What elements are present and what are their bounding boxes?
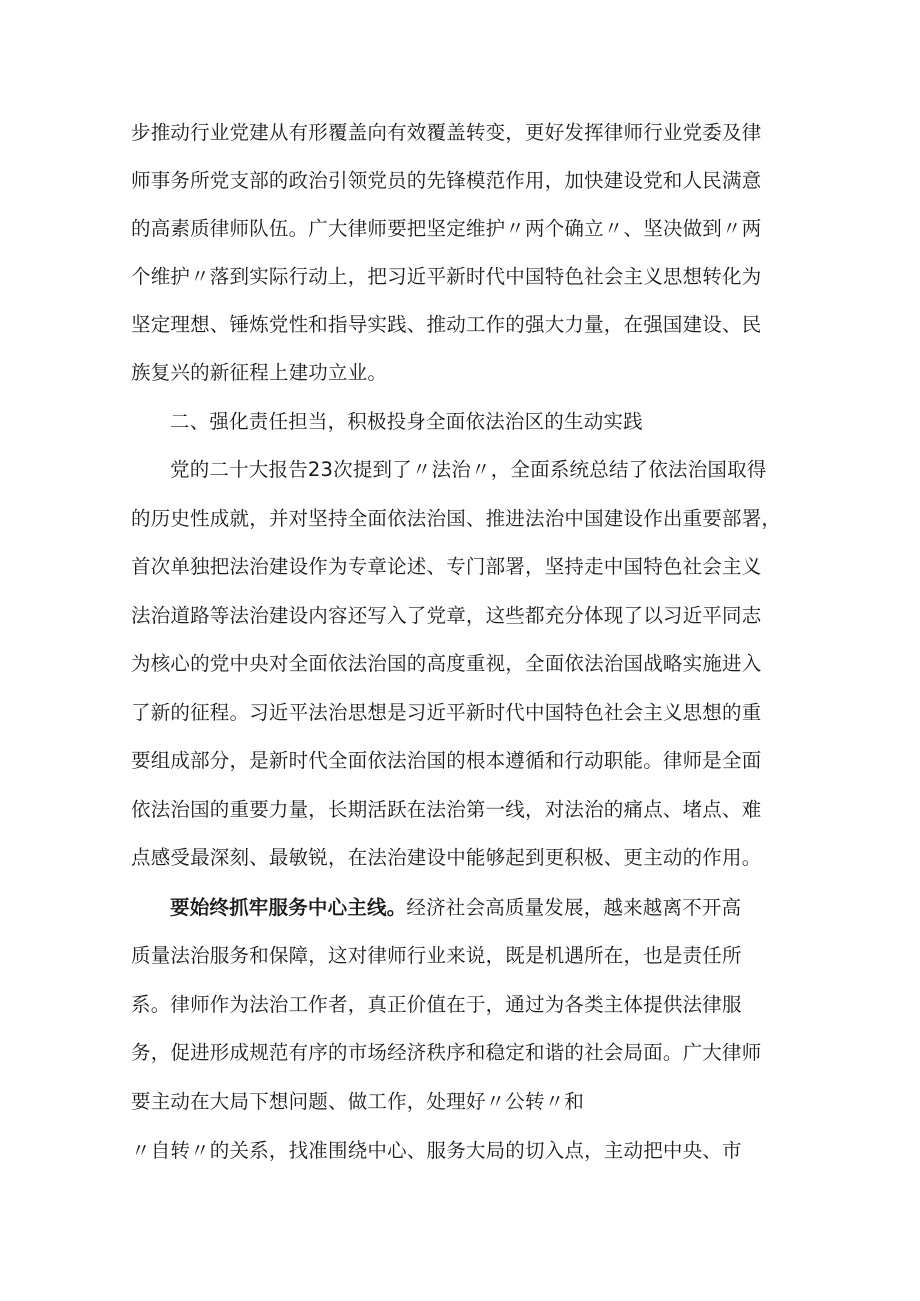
paragraph-3-line-5: 要主动在大局下想问题、做工作，处理好〃公转〃和	[131, 1090, 585, 1113]
paragraph-2-line-6: 了新的征程。习近平法治思想是习近平新时代中国特色社会主义思想的重	[131, 701, 762, 724]
paragraph-3-line-4: 务，促进形成规范有序的市场经济秩序和稳定和谐的社会局面。广大律师	[131, 1041, 762, 1064]
paragraph-1-line-5: 坚定理想、锤炼党性和指导实践、推动工作的强大力量，在强国建设、民	[131, 313, 762, 336]
paragraph-2-line-2: 的历史性成就，并对坚持全面依法治国、推进法治中国建设作出重要部署，	[131, 507, 782, 530]
paragraph-2-line-8: 依法治国的重要力量，长期活跃在法治第一线，对法治的痛点、堵点、难	[131, 798, 762, 821]
paragraph-3-line-1	[170, 896, 741, 920]
paragraph-3-line-3: 系。律师作为法治工作者，真正价值在于，通过为各类主体提供法律服	[131, 993, 742, 1016]
paragraph-1-line-4: 个维护〃落到实际行动上，把习近平新时代中国特色社会主义思想转化为	[131, 265, 762, 288]
paragraph-3-line-2: 质量法治服务和保障，这对律师行业来说，既是机遇所在，也是责任所	[131, 944, 742, 967]
paragraph-1-line-3: 的高素质律师队伍。广大律师要把坚定维护〃两个确立〃、坚决做到〃两	[131, 217, 762, 240]
paragraph-3-bold-lead: 要始终抓牢服务中心主线。	[170, 896, 407, 919]
paragraph-1-line-6: 族复兴的新征程上建功立业。	[131, 361, 388, 384]
paragraph-3-line-1-rest: 经济社会高质量发展，越来越离不开高	[406, 896, 742, 919]
paragraph-2-line-5: 为核心的党中央对全面依法治国的高度重视，全面依法治国战略实施进入	[131, 652, 762, 675]
paragraph-1-line-2: 师事务所党支部的政治引领党员的先锋模范作用，加快建设党和人民满意	[131, 169, 762, 192]
paragraph-2-line-4: 法治道路等法治建设内容还写入了党章，这些都充分体现了以习近平同志	[131, 604, 762, 627]
paragraph-2-line-7: 要组成部分，是新时代全面依法治国的根本遵循和行动职能。律师是全面	[131, 749, 762, 772]
paragraph-3-line-6: 〃自转〃的关系，找准围绕中心、服务大局的切入点，主动把中央、市	[131, 1139, 742, 1162]
paragraph-2-line-3: 首次单独把法治建设作为专章论述、专门部署，坚持走中国特色社会主义	[131, 555, 762, 578]
paragraph-1-line-1: 步推动行业党建从有形覆盖向有效覆盖转变，更好发挥律师行业党委及律	[131, 121, 762, 144]
paragraph-2-line-9: 点感受最深刻、最敏锐，在法治建设中能够起到更积极、更主动的作用。	[131, 846, 762, 869]
paragraph-2-line-1: 党的二十大报告23次提到了〃法治〃，全面系统总结了依法治国取得	[170, 458, 767, 481]
section-heading-2: 二、强化责任担当，积极投身全面依法治区的生动实践	[170, 410, 643, 433]
